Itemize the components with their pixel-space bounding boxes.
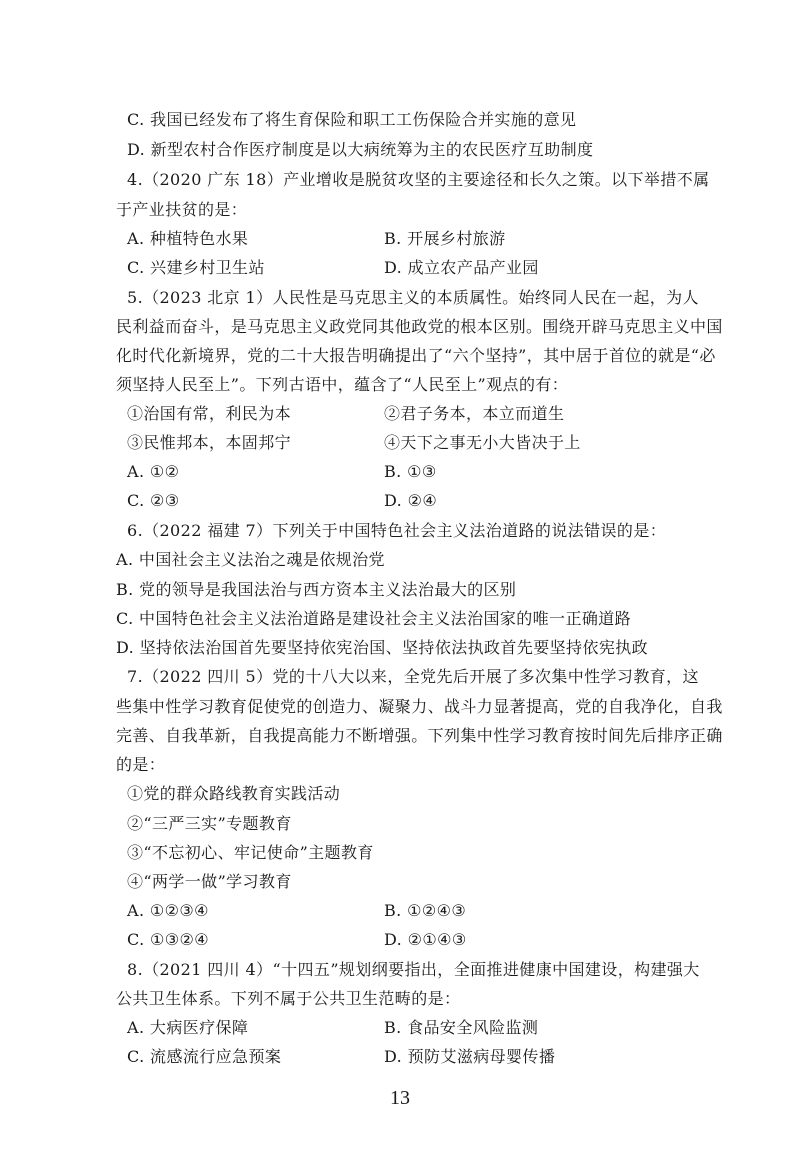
q5-option-c: C. ②③	[127, 491, 180, 510]
q5-stem-line1: 5.（2023 北京 1）人民性是马克思主义的本质属性。始终同人民在一起，为人	[127, 288, 699, 307]
q7-stem-line2: 些集中性学习教育促使党的创造力、凝聚力、战斗力显著提高，党的自我净化，自我	[116, 697, 723, 716]
q6-stem: 6.（2022 福建 7）下列关于中国特色社会主义法治道路的说法错误的是：	[127, 521, 667, 540]
q5-option-a: A. ①②	[127, 462, 180, 481]
q8-option-b: B. 食品安全风险监测	[384, 1018, 539, 1037]
q7-option-c: C. ①③②④	[127, 930, 210, 949]
q5-item-1: ①治国有常，利民为本	[127, 404, 292, 423]
q4-option-d: D. 成立农产品产业园	[384, 258, 539, 277]
q8-stem-line1: 8.（2021 四川 4）“十四五”规划纲要指出，全面推进健康中国建设，构建强大	[127, 960, 700, 979]
q5-item-2: ②君子务本，本立而道生	[384, 404, 565, 423]
q8-option-c: C. 流感流行应急预案	[127, 1047, 282, 1066]
q4-option-b: B. 开展乡村旅游	[384, 229, 506, 248]
q5-item-3: ③民惟邦本，本固邦宁	[127, 433, 292, 452]
q5-stem-line4: 须坚持人民至上”。下列古语中，蕴含了“人民至上”观点的有：	[116, 375, 569, 394]
q7-item-1: ①党的群众路线教育实践活动	[127, 784, 341, 803]
q5-item-4: ④天下之事无小大皆决于上	[384, 433, 581, 452]
q7-item-2: ②“三严三实”专题教育	[127, 814, 292, 833]
q7-stem-line3: 完善、自我革新，自我提高能力不断增强。下列集中性学习教育按时间先后排序正确	[116, 726, 723, 745]
q6-option-a: A. 中国社会主义法治之魂是依规治党	[116, 550, 385, 569]
q6-option-d: D. 坚持依法治国首先要坚持依宪治国、坚持依法执政首先要坚持依宪执政	[116, 638, 649, 657]
q5-stem-line3: 化时代化新境界，党的二十大报告明确提出了“六个坚持”，其中居于首位的就是“必	[116, 346, 716, 365]
q3-option-d: D. 新型农村合作医疗制度是以大病统筹为主的农民医疗互助制度	[127, 140, 594, 159]
q7-option-d: D. ②①④③	[384, 930, 467, 949]
page-number: 13	[390, 1087, 410, 1109]
q4-stem-line2: 于产业扶贫的是：	[116, 200, 248, 219]
q4-stem-line1: 4.（2020 广东 18）产业增收是脱贫攻坚的主要途径和长久之策。以下举措不属	[127, 170, 710, 189]
q8-option-a: A. 大病医疗保障	[127, 1018, 249, 1037]
q5-option-b: B. ①③	[384, 462, 437, 481]
q7-stem-line1: 7.（2022 四川 5）党的十八大以来，全党先后开展了多次集中性学习教育，这	[127, 667, 699, 686]
q7-item-4: ④“两学一做”学习教育	[127, 872, 292, 891]
q3-option-c: C. 我国已经发布了将生育保险和职工工伤保险合并实施的意见	[127, 110, 577, 129]
q4-option-a: A. 种植特色水果	[127, 229, 249, 248]
q7-stem-line4: 的是：	[116, 755, 166, 774]
q4-option-c: C. 兴建乡村卫生站	[127, 258, 265, 277]
q6-option-b: B. 党的领导是我国法治与西方资本主义法治最大的区别	[116, 580, 517, 599]
q7-item-3: ③“不忘初心、牢记使命”主题教育	[127, 843, 374, 862]
q7-option-b: B. ①②④③	[384, 901, 467, 920]
q7-option-a: A. ①②③④	[127, 901, 209, 920]
q8-stem-line2: 公共卫生体系。下列不属于公共卫生范畴的是：	[116, 989, 461, 1008]
q5-stem-line2: 民利益而奋斗，是马克思主义政党同其他政党的根本区别。围绕开辟马克思主义中国	[116, 317, 723, 336]
q6-option-c: C. 中国特色社会主义法治道路是建设社会主义法治国家的唯一正确道路	[116, 609, 632, 628]
q5-option-d: D. ②④	[384, 491, 438, 510]
q8-option-d: D. 预防艾滋病母婴传播	[384, 1047, 556, 1066]
